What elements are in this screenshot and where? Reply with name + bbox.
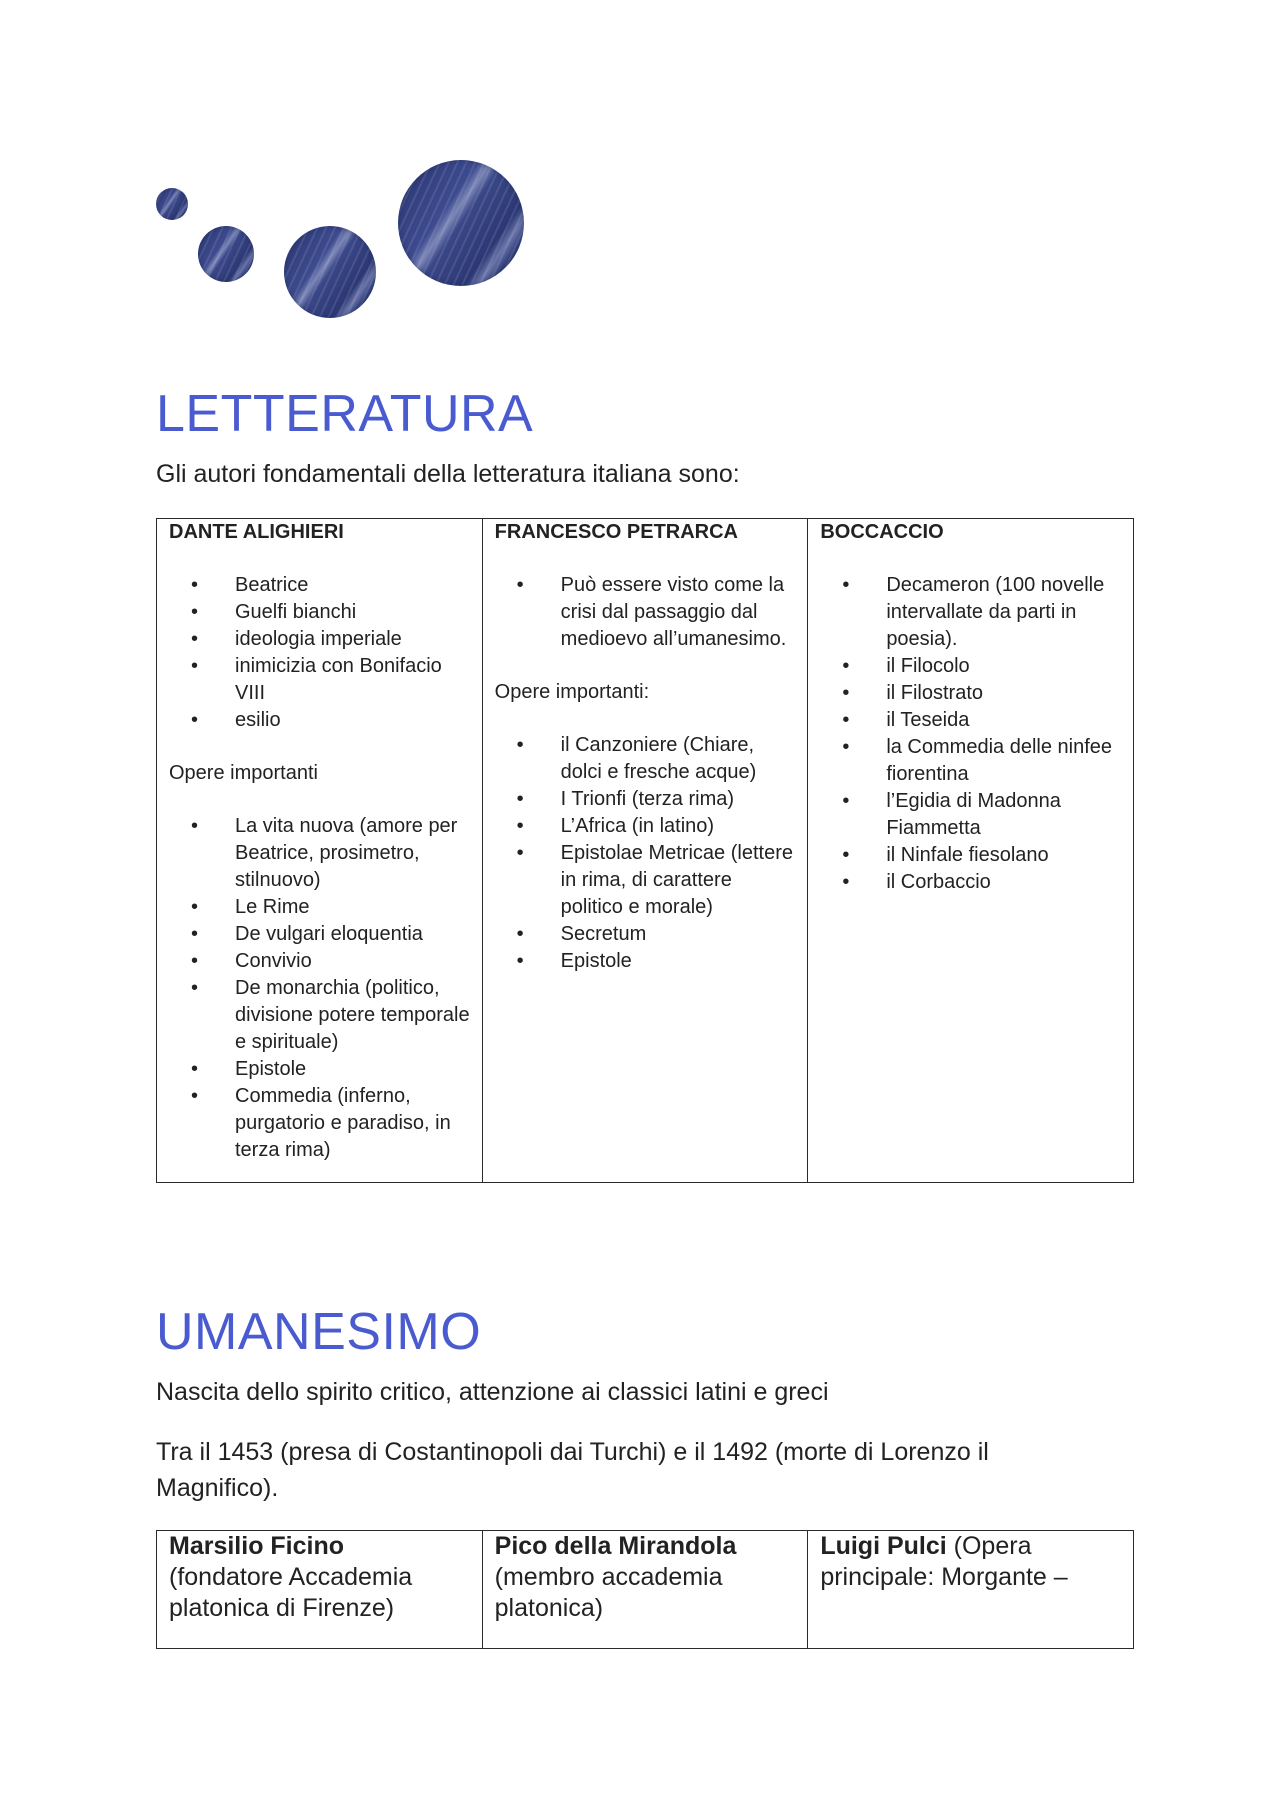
list-item: • la Commedia delle ninfee fiorentina: [886, 734, 1123, 788]
list-item: • Epistole: [561, 948, 798, 975]
topics-list: [169, 572, 472, 734]
list-item: • il Filocolo: [886, 653, 1123, 680]
list-item: • il Corbaccio: [886, 869, 1123, 896]
list-item: • esilio: [235, 707, 472, 734]
humanist-cell: [808, 1531, 1134, 1649]
humanist-note: (fondatore Accademia platonica di Firenze): [169, 1563, 413, 1622]
list-item: • Convivio: [235, 948, 472, 975]
table-row: [157, 519, 1134, 1183]
works-subheading: Opere importanti: [169, 762, 318, 784]
humanist-cell: [157, 1531, 483, 1649]
section-title-letteratura: LETTERATURA: [156, 385, 534, 443]
list-item: • La vita nuova (amore per Beatrice, prosimetro, stilnuovo): [235, 813, 472, 894]
list-item: • I Trionfi (terza rima): [561, 786, 798, 813]
author-column-petrarca: [482, 519, 808, 1183]
author-column-boccaccio: [808, 519, 1134, 1183]
humanist-note: (membro accademia platonica): [494, 1563, 723, 1622]
works-subheading: Opere importanti:: [494, 681, 650, 703]
humanist-name: Marsilio Ficino: [169, 1532, 345, 1560]
list-item: • il Filostrato: [886, 680, 1123, 707]
list-item: • Decameron (100 novelle intervallate da parti in poesia).: [886, 572, 1123, 653]
list-item: • Epistolae Metricae (lettere in rima, di carattere politico e morale): [561, 840, 798, 921]
list-item: • De vulgari eloquentia: [235, 921, 472, 948]
list-item: • De monarchia (politico, divisione potere temporale e spirituale): [235, 975, 472, 1056]
list-item: • Può essere visto come la crisi dal passaggio dal medioevo all’umanesimo.: [561, 572, 798, 653]
list-item: • l’Egidia di Madonna Fiammetta: [886, 788, 1123, 842]
decorative-circles: [150, 150, 530, 330]
list-item: • Guelfi bianchi: [235, 599, 472, 626]
list-item: • il Canzoniere (Chiare, dolci e fresche acque): [561, 732, 798, 786]
intro-paragraph: Gli autori fondamentali della letteratura italiana sono:: [156, 460, 740, 488]
list-item: • L’Africa (in latino): [561, 813, 798, 840]
list-item: • il Teseida: [886, 707, 1123, 734]
decorative-circle: [398, 160, 524, 286]
decorative-circle: [198, 226, 254, 282]
section-title-umanesimo: UMANESIMO: [156, 1303, 482, 1361]
column-heading: DANTE ALIGHIERI: [169, 521, 344, 543]
topics-list: [495, 572, 798, 653]
humanists-table: [156, 1530, 1134, 1649]
author-column-dante: [157, 519, 483, 1183]
list-item: • Beatrice: [235, 572, 472, 599]
column-heading: FRANCESCO PETRARCA: [494, 521, 738, 543]
list-item: • inimicizia con Bonifacio VIII: [235, 653, 472, 707]
humanist-note: (Opera principale: Morgante –: [820, 1532, 1068, 1591]
works-list: [495, 732, 798, 975]
umanesimo-paragraph-1: Nascita dello spirito critico, attenzione ai classici latini e greci: [156, 1378, 829, 1406]
humanist-name: Luigi Pulci: [820, 1532, 947, 1560]
table-row: [157, 1531, 1134, 1649]
decorative-circle: [284, 226, 376, 318]
list-item: • Le Rime: [235, 894, 472, 921]
humanist-name: Pico della Mirandola: [494, 1532, 737, 1560]
decorative-circle: [156, 188, 188, 220]
works-list: [820, 572, 1123, 896]
humanist-cell: [482, 1531, 808, 1649]
list-item: • Epistole: [235, 1056, 472, 1083]
column-heading: BOCCACCIO: [820, 521, 944, 543]
list-item: • il Ninfale fiesolano: [886, 842, 1123, 869]
authors-table: [156, 518, 1134, 1183]
list-item: • Commedia (inferno, purgatorio e paradiso, in terza rima): [235, 1083, 472, 1164]
umanesimo-paragraph-2: Tra il 1453 (presa di Costantinopoli dai Turchi) e il 1492 (morte di Lorenzo il Magnifico).: [156, 1438, 989, 1502]
works-list: [169, 813, 472, 1164]
list-item: • Secretum: [561, 921, 798, 948]
list-item: • ideologia imperiale: [235, 626, 472, 653]
